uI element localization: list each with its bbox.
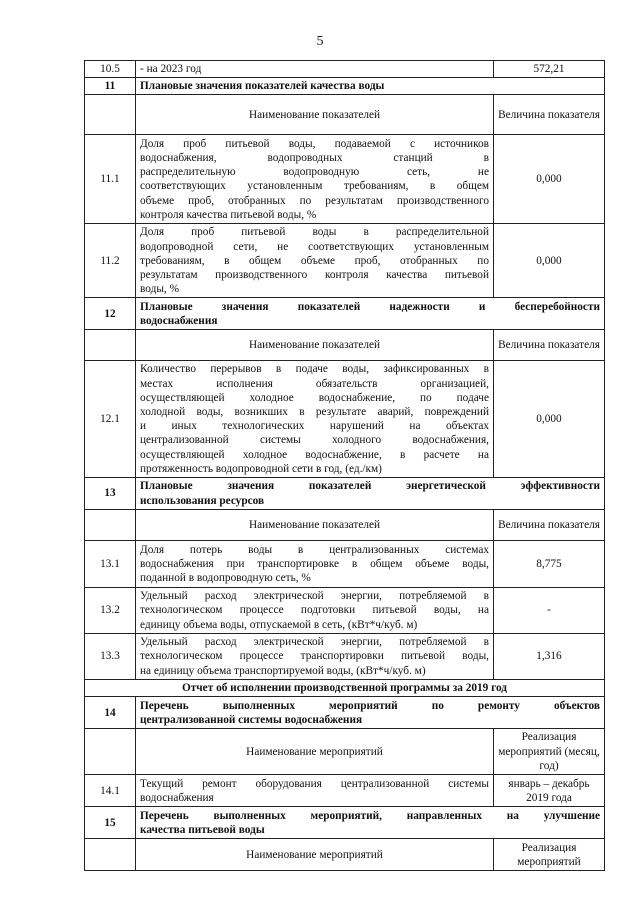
report-title: Отчет об исполнении производственной программы за 2019 год (85, 680, 605, 697)
column-header-value: Реализация мероприятий (494, 839, 605, 871)
column-header-name: Наименование мероприятий (136, 729, 494, 775)
text-line: водоснабжения при транспортировке в общем объеме воды, (140, 557, 489, 570)
section-row-11 (85, 78, 605, 95)
column-header-value: Величина показателя (494, 95, 605, 135)
document-table (84, 60, 605, 871)
table-row-11-1 (85, 135, 605, 224)
section-number: 12 (85, 298, 136, 330)
report-title-row (85, 680, 605, 697)
section-title (136, 298, 605, 330)
row-number: 14.1 (85, 775, 136, 807)
row-text (136, 541, 494, 588)
text-line: холодной воды, возникших в результате аварий, повреждений (140, 406, 489, 419)
text-line: централизованной системы водоснабжения (140, 713, 363, 726)
row-value: 0,000 (494, 135, 605, 224)
row-value: 572,21 (494, 61, 605, 78)
row-number: 13.3 (85, 634, 136, 680)
text-line: Перечень выполненных мероприятий, направленных на улучшение (140, 809, 600, 822)
row-text (136, 588, 494, 634)
text-line: Текущий ремонт оборудования централизованной системы (140, 777, 489, 790)
text-line: Доля потерь воды в централизованных системах (140, 543, 489, 556)
section-row-13 (85, 478, 605, 510)
text-line: использования ресурсов (140, 494, 265, 507)
text-line: осуществляющей холодное водоснабжение, в расчете на (140, 448, 489, 461)
column-header-value: Величина показателя (494, 510, 605, 541)
text-line: водоснабжения (140, 791, 214, 804)
column-header-name: Наименование показателей (136, 510, 494, 541)
row-text (136, 224, 494, 298)
text-line: объеме проб, отобранных по результатам производственного (140, 194, 489, 207)
text-line: водоснабжения, водопроводных станций в (140, 152, 489, 164)
text-line: контроля качества питьевой воды, % (140, 208, 317, 221)
row-value: 0,000 (494, 224, 605, 298)
text-line: Плановые значения показателей энергетической эффективности (140, 480, 600, 493)
section-title: Плановые значения показателей качества воды (136, 78, 605, 95)
text-line: Количество перерывов в подаче воды, зафиксированных в (140, 363, 489, 376)
row-number: 13.2 (85, 588, 136, 634)
text-line: Доля проб питьевой воды в распределительной (140, 226, 489, 239)
text-line: поданной в водопроводную сеть, % (140, 572, 311, 585)
row-value: - (494, 588, 605, 634)
text-line: качества питьевой воды (140, 823, 265, 836)
text-line: Доля проб питьевой воды, подаваемой с источников (140, 137, 489, 150)
text-line: водопроводной сети, не соответствующих установленным (140, 240, 489, 253)
text-line: водоснабжения (140, 314, 218, 327)
row-number: 13.1 (85, 541, 136, 588)
text-line: распределительную водопроводную сеть, не (140, 166, 489, 179)
header-row-14 (85, 729, 605, 775)
text-line: осуществляющей холодное водоснабжение, по подаче (140, 391, 489, 404)
row-value: 0,000 (494, 361, 605, 478)
text-line: воды, % (140, 283, 179, 296)
page-number: 5 (316, 34, 324, 49)
header-row-15 (85, 839, 605, 871)
column-header-value: Величина показателя (494, 330, 605, 361)
header-empty-cell (85, 330, 136, 361)
section-number: 15 (85, 807, 136, 839)
text-line: требованиям, в общем объеме проб, отобранных по (140, 254, 489, 267)
table-row-10-5 (85, 61, 605, 78)
text-line: технологическом процессе транспортировки питьевой воды, (140, 650, 489, 663)
section-row-12 (85, 298, 605, 330)
section-row-15 (85, 807, 605, 839)
text-line: Удельный расход электрической энергии, потребляемой в (140, 636, 489, 649)
table-row-12-1 (85, 361, 605, 478)
row-number: 10.5 (85, 61, 136, 78)
section-number: 11 (85, 78, 136, 95)
header-empty-cell (85, 839, 136, 871)
section-number: 14 (85, 697, 136, 729)
row-text (136, 775, 494, 807)
text-line: Удельный расход электрической энергии, потребляемой в (140, 590, 489, 603)
text-line: технологическом процессе подготовки питьевой воды, на (140, 604, 489, 617)
text-line: на единицу объема транспортируемой воды, (кВт*ч/куб. м) (140, 664, 426, 677)
row-number: 11.2 (85, 224, 136, 298)
text-line: Перечень выполненных мероприятий по ремонту объектов (140, 699, 600, 712)
text-line: местах исполнения обязательств организацией, (140, 377, 489, 390)
text-line: централизованной системы холодного водоснабжения, (140, 434, 489, 447)
header-empty-cell (85, 510, 136, 541)
section-row-14 (85, 697, 605, 729)
section-number: 13 (85, 478, 136, 510)
row-text (136, 634, 494, 680)
row-text (136, 361, 494, 478)
text-line: единицу объема воды, отпускаемой в сеть, (кВт*ч/куб. м) (140, 618, 418, 631)
header-empty-cell (85, 95, 136, 135)
section-title (136, 697, 605, 729)
row-value: 1,316 (494, 634, 605, 680)
row-text (136, 135, 494, 224)
table-row-13-1 (85, 541, 605, 588)
text-line: Плановые значения показателей надежности и бесперебойности (140, 300, 600, 313)
text-line: и иных технологических нарушений на объектах (140, 420, 489, 433)
table-row-14-1 (85, 775, 605, 807)
text-line: результатам производственного контроля качества питьевой (140, 269, 489, 282)
text-line: соответствующих установленным требованиям, в общем (140, 180, 489, 193)
table-row-13-2 (85, 588, 605, 634)
column-header-name: Наименование мероприятий (136, 839, 494, 871)
header-row-13 (85, 510, 605, 541)
header-empty-cell (85, 729, 136, 775)
header-row-12 (85, 330, 605, 361)
row-text: - на 2023 год (136, 61, 494, 78)
section-title (136, 807, 605, 839)
column-header-value: Реализация мероприятий (месяц, год) (494, 729, 605, 775)
row-value: январь – декабрь 2019 года (494, 775, 605, 807)
row-number: 12.1 (85, 361, 136, 478)
table-row-11-2 (85, 224, 605, 298)
text-line: протяженность водопроводной сети в год, (ед./км) (140, 462, 382, 475)
header-row-11 (85, 95, 605, 135)
row-value: 8,775 (494, 541, 605, 588)
table-row-13-3 (85, 634, 605, 680)
column-header-name: Наименование показателей (136, 95, 494, 135)
column-header-name: Наименование показателей (136, 330, 494, 361)
row-number: 11.1 (85, 135, 136, 224)
section-title (136, 478, 605, 510)
